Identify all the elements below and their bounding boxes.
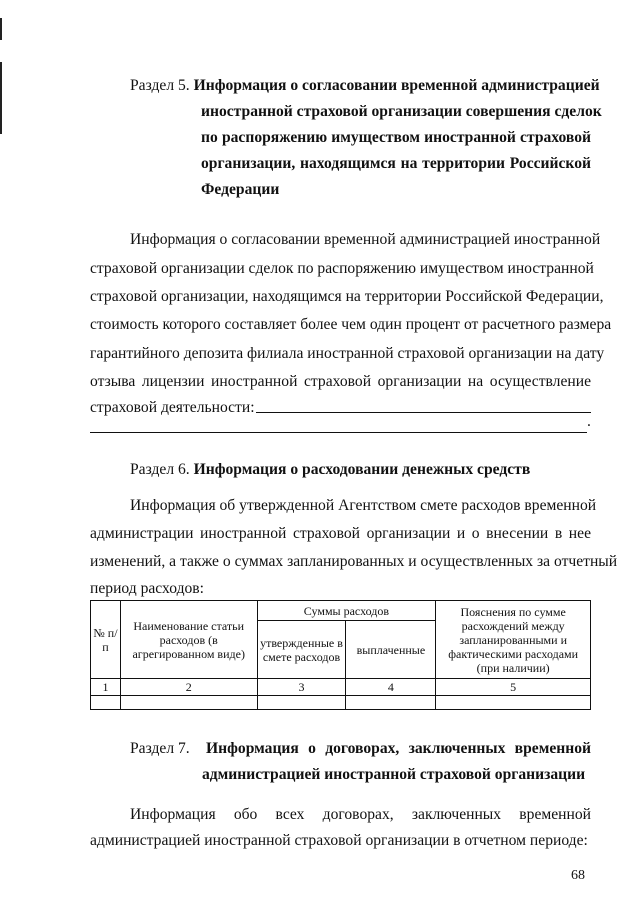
table-col-number: 2 xyxy=(120,679,257,696)
section5-body-line: страховой организации сделок по распоряжению имуществом иностранной xyxy=(90,260,594,277)
section6-title: Информация о расходовании денежных средств xyxy=(193,461,531,478)
table-cell-empty xyxy=(91,696,121,710)
section5-answer-line xyxy=(256,412,591,413)
section7-body-line: администрацией иностранной страховой организации в отчетном периоде: xyxy=(90,832,588,849)
section5-body-line: страховой организации, находящимся на территории Российской Федерации, xyxy=(90,288,604,305)
section6-heading xyxy=(130,457,591,483)
table-cell-empty xyxy=(436,696,591,710)
table-col-number: 4 xyxy=(346,679,436,696)
table-header-name: Наименование статьи расходов (в агрегированном виде) xyxy=(120,601,257,679)
table-cell-empty xyxy=(257,696,346,710)
section6-body-line: изменений, а также о суммах запланированных и осуществленных за отчетный xyxy=(90,553,618,570)
table-col-number: 5 xyxy=(436,679,591,696)
section7-label: Раздел 7. xyxy=(130,740,190,757)
table-cell-empty xyxy=(120,696,257,710)
section5-body-line: отзыва лицензии иностранной страховой организации на осуществление xyxy=(90,373,591,390)
section6-body-line: Информация об утвержденной Агентством смете расходов временной xyxy=(130,497,597,514)
table-col-number: 3 xyxy=(257,679,346,696)
table-header-no: № п/п xyxy=(91,601,121,679)
section5-title-line: иностранной страховой организации совершения сделок xyxy=(201,103,602,120)
section5-line-end: . xyxy=(587,413,591,430)
binder-mark-top xyxy=(0,18,2,40)
section5-answer-line-2 xyxy=(90,432,587,433)
section5-body-line: гарантийного депозита филиала иностранной страховой организации на дату xyxy=(90,345,605,362)
section6-label: Раздел 6. xyxy=(130,461,190,478)
table-cell-empty xyxy=(346,696,436,710)
section6-body-line: период расходов: xyxy=(90,580,204,597)
section7-body-line: Информация обо всех договорах, заключенных временной xyxy=(130,806,591,823)
table-col-number: 1 xyxy=(91,679,121,696)
section5-title-line: Информация о согласовании временной администрацией xyxy=(193,77,600,94)
table-row xyxy=(91,696,591,710)
expenses-table xyxy=(90,600,591,710)
table-header-approved: утвержденные в смете расходов xyxy=(257,621,346,679)
section5-title-line: организации, находящимся на территории Российской xyxy=(201,155,591,172)
binder-mark-middle xyxy=(0,62,2,134)
section5-body-line: страховой деятельности: xyxy=(90,399,255,416)
section5-label: Раздел 5. xyxy=(130,77,190,94)
section5-body-line: Информация о согласовании временной администрацией иностранной xyxy=(130,231,601,248)
section5-title-line: по распоряжению имуществом иностранной страховой xyxy=(201,129,591,146)
section5-body-line: стоимость которого составляет более чем один процент от расчетного размера xyxy=(90,316,612,333)
section7-title-line: Информация о договорах, заключенных временной xyxy=(206,740,591,757)
table-header-paid: выплаченные xyxy=(346,621,436,679)
page-number: 68 xyxy=(571,868,585,883)
section5-title-line: Федерации xyxy=(201,181,280,198)
table-header-notes: Пояснения по сумме расхождений между запланированными и фактическими расходами (при наличии) xyxy=(436,601,591,679)
table-header-sums: Суммы расходов xyxy=(257,601,436,621)
section7-title-line: администрацией иностранной страховой организации xyxy=(202,766,586,783)
section6-body-line: администрации иностранной страховой организации и о внесении в нее xyxy=(90,525,591,542)
table-row xyxy=(91,679,591,696)
